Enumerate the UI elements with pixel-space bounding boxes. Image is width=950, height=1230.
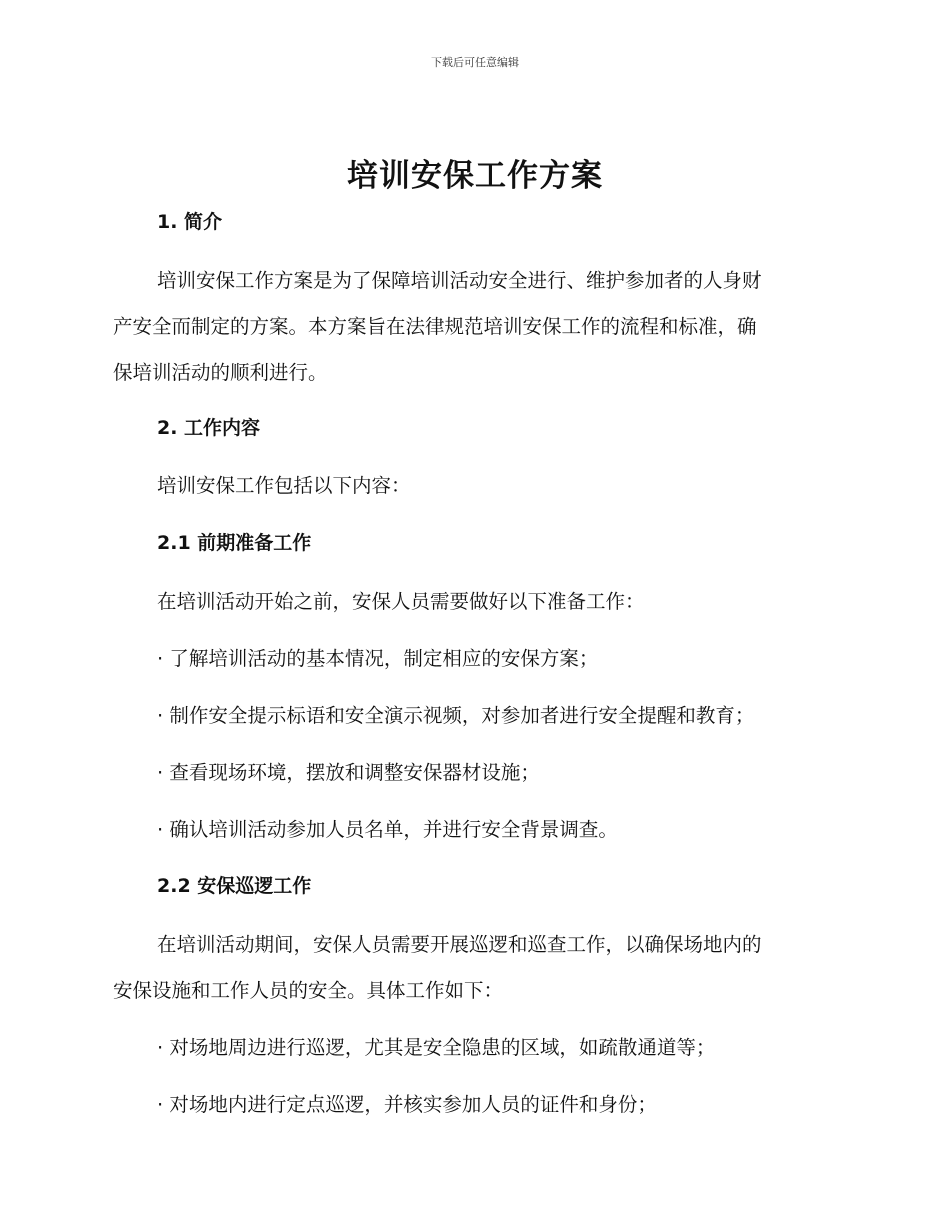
section-heading-intro: 1. 简介	[157, 211, 223, 233]
paragraph-line: 培训安保工作方案是为了保障培训活动安全进行、维护参加者的人身财	[157, 269, 762, 292]
document-title: 培训安保工作方案	[347, 158, 603, 194]
paragraph-line: 产安全而制定的方案。本方案旨在法律规范培训安保工作的流程和标准，确	[113, 315, 757, 338]
paragraph-line: 在培训活动期间，安保人员需要开展巡逻和巡查工作，以确保场地内的	[157, 933, 762, 956]
list-item: · 确认培训活动参加人员名单，并进行安全背景调查。	[157, 818, 618, 841]
section-heading-prep: 2.1 前期准备工作	[157, 532, 312, 554]
paragraph-line: 在培训活动开始之前，安保人员需要做好以下准备工作：	[157, 590, 645, 613]
list-item: · 制作安全提示标语和安全演示视频，对参加者进行安全提醒和教育；	[157, 704, 755, 727]
paragraph-line: 安保设施和工作人员的安全。具体工作如下：	[113, 979, 504, 1002]
section-heading-work: 2. 工作内容	[157, 417, 261, 439]
list-item: · 对场地内进行定点巡逻，并核实参加人员的证件和身份；	[157, 1093, 657, 1116]
header-note: 下载后可任意编辑	[431, 56, 519, 69]
list-item: · 了解培训活动的基本情况，制定相应的安保方案；	[157, 647, 599, 670]
list-item: · 查看现场环境，摆放和调整安保器材设施；	[157, 761, 540, 784]
paragraph-line: 培训安保工作包括以下内容：	[157, 474, 411, 497]
paragraph-line: 保培训活动的顺利进行。	[113, 361, 328, 384]
section-heading-patrol: 2.2 安保巡逻工作	[157, 875, 312, 897]
list-item: · 对场地周边进行巡逻，尤其是安全隐患的区域，如疏散通道等；	[157, 1036, 716, 1059]
